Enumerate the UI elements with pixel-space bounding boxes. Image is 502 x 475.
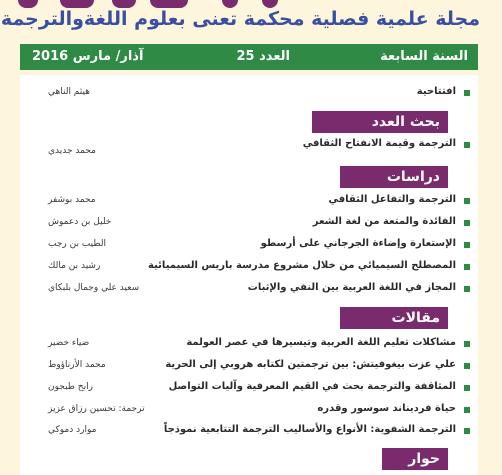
bullet-icon bbox=[464, 385, 470, 391]
bullet-icon bbox=[464, 198, 470, 204]
bullet-icon bbox=[464, 428, 470, 434]
masthead-logo-fragment bbox=[60, 0, 94, 8]
entry-author: خليل بن دعموش bbox=[48, 217, 112, 227]
entry-title: علي عزت بيغوفيتش: بين ترجمتين لكتابه هروبي إلى الحرية bbox=[165, 359, 456, 370]
entry-author: محمد الأرناؤوط bbox=[48, 360, 106, 370]
toc-entry[interactable] bbox=[48, 359, 470, 375]
masthead-logo-fragment bbox=[262, 0, 278, 8]
masthead-logo-fragment bbox=[150, 0, 188, 8]
entry-title: الإستعارة وإضاءة الجرجاني على أرسطو bbox=[260, 238, 456, 249]
section-header-articles: مقالات bbox=[340, 307, 448, 329]
masthead-logo-fragment bbox=[112, 0, 136, 8]
toc-entry[interactable] bbox=[48, 216, 470, 232]
masthead-logo-fragment bbox=[18, 0, 38, 8]
entry-title: الترجمة وقيمة الانفتاح الثقافي bbox=[302, 138, 456, 149]
entry-title: حياة فرديناند سوسور وقدره bbox=[317, 403, 456, 414]
toc-entry[interactable] bbox=[48, 194, 470, 210]
bullet-icon bbox=[464, 341, 470, 347]
toc-entry[interactable] bbox=[48, 282, 470, 298]
toc-entry[interactable] bbox=[48, 337, 470, 353]
entry-title: المجاز في اللغة العربية بين النفي والإثبات bbox=[247, 282, 456, 293]
issue-info-bar bbox=[20, 44, 478, 70]
entry-author: سعيد علي وجمال بلبكاي bbox=[48, 283, 140, 293]
masthead-logo-fragment bbox=[222, 0, 238, 8]
bullet-icon bbox=[464, 286, 470, 292]
entry-author: محمد جديدي bbox=[48, 146, 96, 156]
toc-entry-opening[interactable] bbox=[48, 86, 470, 102]
issue-number: العدد 25 bbox=[236, 49, 290, 64]
entry-title: الترجمة الشفوية: الأنواع والأساليب الترجمة التتابعية نموذجاً bbox=[163, 424, 456, 435]
section-header-research: بحث العدد bbox=[312, 111, 448, 133]
entry-author: هيثم الناهي bbox=[48, 87, 90, 97]
toc-entry[interactable] bbox=[48, 424, 470, 440]
bullet-icon bbox=[464, 90, 470, 96]
table-of-contents bbox=[20, 75, 478, 475]
entry-author: محمد بوشفر bbox=[48, 195, 96, 205]
bullet-icon bbox=[464, 407, 470, 413]
section-header-dialogue: حوار bbox=[382, 448, 448, 470]
entry-author: رابح طبجون bbox=[48, 382, 93, 392]
toc-entry[interactable] bbox=[48, 260, 470, 276]
entry-author: الطيب بن رجب bbox=[48, 239, 107, 249]
bullet-icon bbox=[464, 363, 470, 369]
bullet-icon bbox=[464, 264, 470, 270]
entry-title: افتتاحية bbox=[416, 86, 456, 97]
entry-title: مشاكلات تعليم اللغة العربية وتيسيرها في عصر العولمة bbox=[186, 337, 456, 348]
entry-title: الفائدة والمتعة من لغة الشعر bbox=[312, 216, 456, 227]
bullet-icon bbox=[464, 142, 470, 148]
toc-entry[interactable] bbox=[48, 381, 470, 397]
entry-author: ترجمة: تحسين رزاق عزيز bbox=[48, 404, 145, 414]
entry-title: المثاقفة والترجمة بحث في القيم المعرفية وآليات التواصل bbox=[168, 381, 456, 392]
volume-label: السنة السابعة bbox=[380, 49, 468, 64]
entry-author: رشيد بن مالك bbox=[48, 261, 101, 271]
journal-subtitle: مجلة علمية فصلية محكمة تعنى بعلوم اللغةوالترجمة bbox=[0, 8, 480, 30]
issue-date: آذار/ مارس 2016 bbox=[32, 49, 144, 64]
section-header-studies: دراسات bbox=[340, 166, 448, 188]
toc-entry[interactable] bbox=[48, 238, 470, 254]
entry-author: موارد دموكي bbox=[48, 425, 97, 435]
bullet-icon bbox=[464, 242, 470, 248]
entry-author: ضياء خضير bbox=[48, 338, 90, 348]
toc-entry[interactable] bbox=[48, 403, 470, 419]
toc-entry[interactable] bbox=[48, 138, 470, 154]
entry-title: الترجمة والتفاعل الثقافي bbox=[328, 194, 456, 205]
entry-title: المصطلح السيميائي من خلال مشروع مدرسة باريس السيميائية bbox=[148, 260, 456, 271]
bullet-icon bbox=[464, 220, 470, 226]
